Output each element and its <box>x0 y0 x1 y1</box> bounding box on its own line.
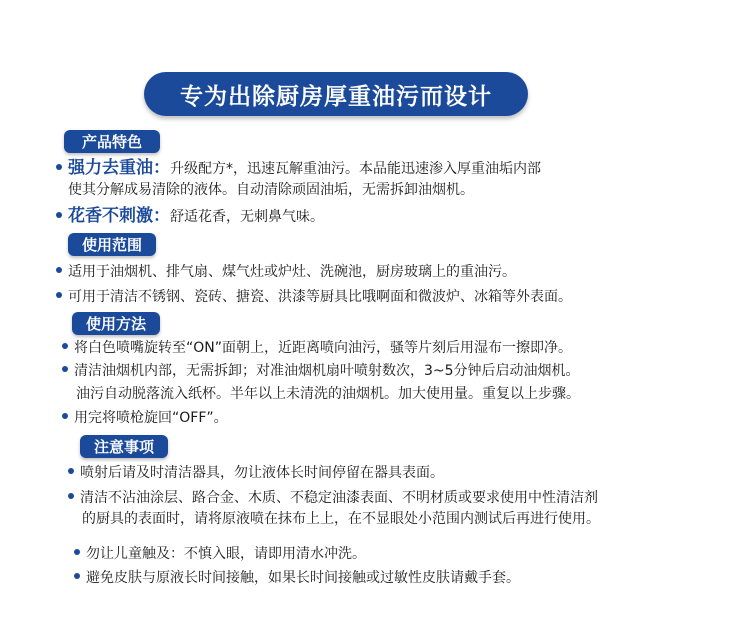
caution-text: 勿让儿童触及：不慎入眼，请即用清水冲洗。 <box>86 546 366 562</box>
section-label-caution: 注意事项 <box>80 435 168 458</box>
page-title: 专为出除厨房厚重油污而设计 <box>180 83 492 110</box>
bullet-icon <box>56 164 62 170</box>
caution-text: 避免皮肤与原液长时间接触，如果长时间接触或过敏性皮肤请戴手套。 <box>86 570 520 586</box>
feature-key: 强力去重油： <box>68 158 170 178</box>
bullet-icon <box>62 366 68 372</box>
bullet-icon <box>62 413 68 419</box>
method-text: 用完将喷枪旋回“OFF”。 <box>74 410 228 426</box>
section-label-features: 产品特色 <box>64 130 160 153</box>
feature-item-1-continued: 使其分解成易清除的液体。自动清除顽固油垢，无需拆卸油烟机。 <box>68 182 474 198</box>
bullet-icon <box>62 343 68 349</box>
bullet-icon <box>68 493 74 499</box>
caution-item-1 <box>68 463 444 483</box>
feature-text: 舒适花香，无刺鼻气味。 <box>170 209 324 225</box>
scope-item-2 <box>56 287 572 307</box>
scope-item-1 <box>56 262 516 282</box>
scope-text: 适用于油烟机、排气扇、煤气灶或炉灶、洗碗池，厨房玻璃上的重油污。 <box>68 264 516 280</box>
feature-item-2 <box>56 206 324 227</box>
section-label-method: 使用方法 <box>72 312 160 335</box>
bullet-icon <box>68 468 74 474</box>
bullet-icon <box>74 549 80 555</box>
bullet-icon <box>74 573 80 579</box>
feature-key: 花香不刺激： <box>68 206 170 226</box>
caution-text: 喷射后请及时清洁器具，勿让液体长时间停留在器具表面。 <box>80 465 444 481</box>
section-label-scope: 使用范围 <box>68 233 156 256</box>
method-text: 清洁油烟机内部，无需拆卸；对准油烟机扇叶喷射数次，3~5分钟后启动油烟机。 <box>74 363 580 379</box>
caution-item-3 <box>74 544 366 564</box>
caution-item-2-continued: 的厨具的表面时，请将原液喷在抹布上上，在不显眼处小范围内测试后再进行使用。 <box>82 511 600 527</box>
method-item-1 <box>62 338 572 358</box>
bullet-icon <box>56 292 62 298</box>
method-item-2 <box>62 361 580 381</box>
feature-text: 升级配方*，迅速瓦解重油污。本品能迅速渗入厚重油垢内部 <box>170 161 541 177</box>
scope-text: 可用于清洁不锈钢、瓷砖、搪瓷、洪漆等厨具比哦啊面和微波炉、冰箱等外表面。 <box>68 289 572 305</box>
caution-item-2 <box>68 488 598 508</box>
method-item-2-continued: 油污自动脱落流入纸杯。半年以上未清洗的油烟机。加大使用量。重复以上步骤。 <box>76 386 580 402</box>
method-text: 将白色喷嘴旋转至“ON”面朝上，近距离喷向油污，骚等片刻后用湿布一擦即净。 <box>74 340 572 356</box>
caution-item-4 <box>74 568 520 588</box>
bullet-icon <box>56 267 62 273</box>
bullet-icon <box>56 212 62 218</box>
caution-text: 清洁不沾油涂层、路合金、木质、不稳定油漆表面、不明材质或要求使用中性清洁剂 <box>80 490 598 506</box>
feature-item-1 <box>56 158 541 179</box>
title-banner <box>144 72 528 116</box>
method-item-3 <box>62 408 228 428</box>
